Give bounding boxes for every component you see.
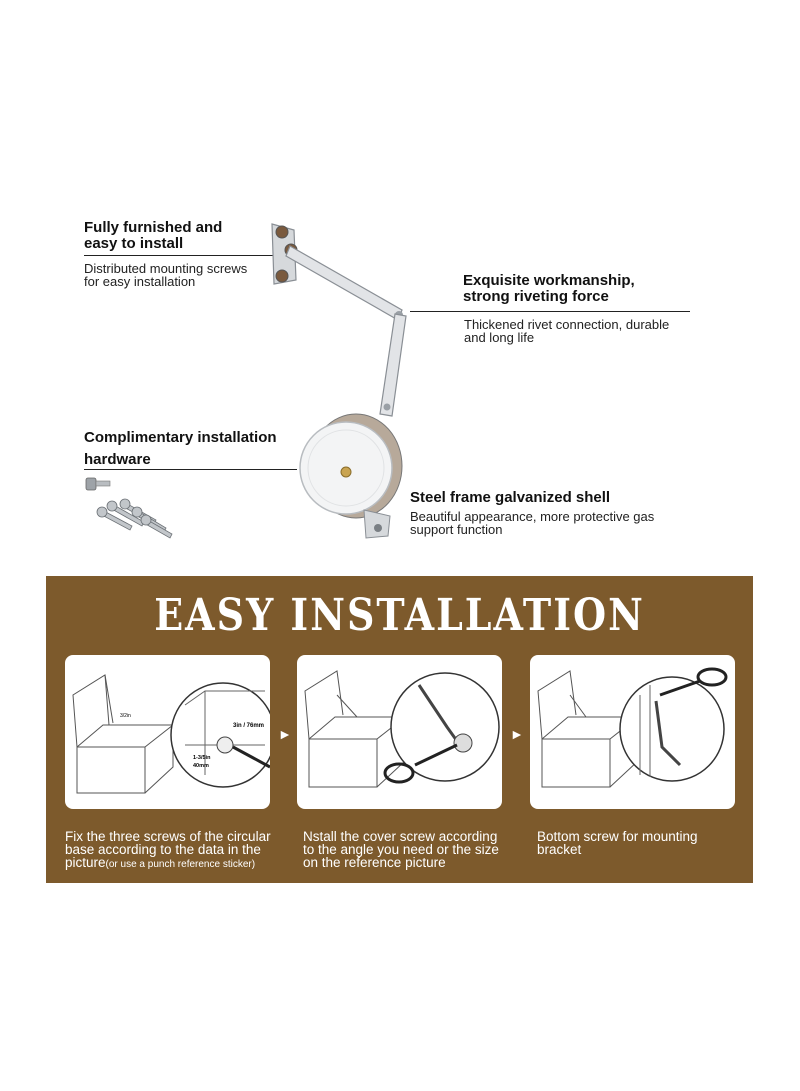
- feature-hardware-title: [84, 427, 277, 471]
- feature-workmanship-desc-line1: Thickened rivet connection, durable: [464, 317, 670, 332]
- installation-title: EASY INSTALLATION: [154, 588, 645, 641]
- step3-diagram-panel: [530, 655, 735, 809]
- step1-text-line1: Fix the three screws of the circular: [65, 829, 271, 844]
- step1-text-line3-wrap: [65, 856, 271, 871]
- step1-to-step2-arrow-icon: ►: [278, 726, 292, 742]
- feature-install-rule: [84, 255, 280, 256]
- step2-diagram: [297, 655, 502, 809]
- step1-text-line2: base according to the data in the: [65, 842, 261, 857]
- feature-shell-desc-line1: Beautiful appearance, more protective gas: [410, 509, 655, 524]
- step2-text-line3: on the reference picture: [303, 855, 446, 870]
- feature-install-desc-line1: Distributed mounting screws: [84, 261, 248, 276]
- installation-band: [46, 576, 753, 883]
- step3-diagram: [530, 655, 735, 809]
- step2-text-line1: Nstall the cover screw according: [303, 829, 498, 844]
- step2-to-step3-arrow-icon: ►: [510, 726, 524, 742]
- step1-text: [65, 830, 271, 871]
- step2-text: [303, 830, 499, 869]
- feature-shell-desc: [410, 510, 654, 536]
- step3-text: [537, 830, 698, 856]
- step1-note: (or use a punch reference sticker): [105, 859, 256, 870]
- step1-diagram-panel: [65, 655, 270, 809]
- feature-workmanship-title-line2: strong riveting force: [463, 288, 609, 305]
- feature-install-desc: [84, 262, 247, 288]
- feature-workmanship-desc-line2: and long life: [464, 330, 535, 345]
- screws-hardware-image: [80, 474, 180, 544]
- screw-small-icon: [86, 478, 110, 490]
- feature-shell-desc-line2: support function: [410, 522, 503, 537]
- step3-text-line1: Bottom screw for mounting: [537, 829, 698, 844]
- feature-workmanship-title-line1: Exquisite workmanship,: [463, 272, 635, 289]
- feature-install-title: [84, 220, 222, 252]
- step2-text-line2: to the angle you need or the size: [303, 842, 499, 857]
- step1-dim-3in-label: 3in / 76mm: [233, 723, 265, 729]
- feature-workmanship-title: [463, 273, 635, 305]
- step1-text-line3: picture: [65, 855, 106, 870]
- step2-diagram-panel: [297, 655, 502, 809]
- feature-hardware-title-line1: Complimentary installation: [84, 429, 277, 446]
- step1-diagram: [65, 655, 270, 809]
- step1-dim-40mm-label: 40mm: [193, 763, 209, 769]
- feature-install-title-line1: Fully furnished and: [84, 219, 223, 236]
- feature-install-title-line2: easy to install: [84, 235, 184, 252]
- feature-workmanship-desc: [464, 318, 669, 344]
- feature-hardware-title-line2: hardware: [84, 451, 151, 468]
- step1-small-dim-label: 3/2in: [120, 713, 131, 719]
- lid-support-hinge-image: [260, 210, 420, 550]
- step1-dim-1-3-label: 1-3/5in: [193, 755, 211, 761]
- feature-shell-title-text: Steel frame galvanized shell: [410, 489, 611, 506]
- step3-text-line2: bracket: [537, 842, 582, 857]
- feature-install-desc-line2: for easy installation: [84, 274, 196, 289]
- feature-workmanship-rule: [410, 311, 690, 312]
- feature-shell-title: [410, 490, 610, 506]
